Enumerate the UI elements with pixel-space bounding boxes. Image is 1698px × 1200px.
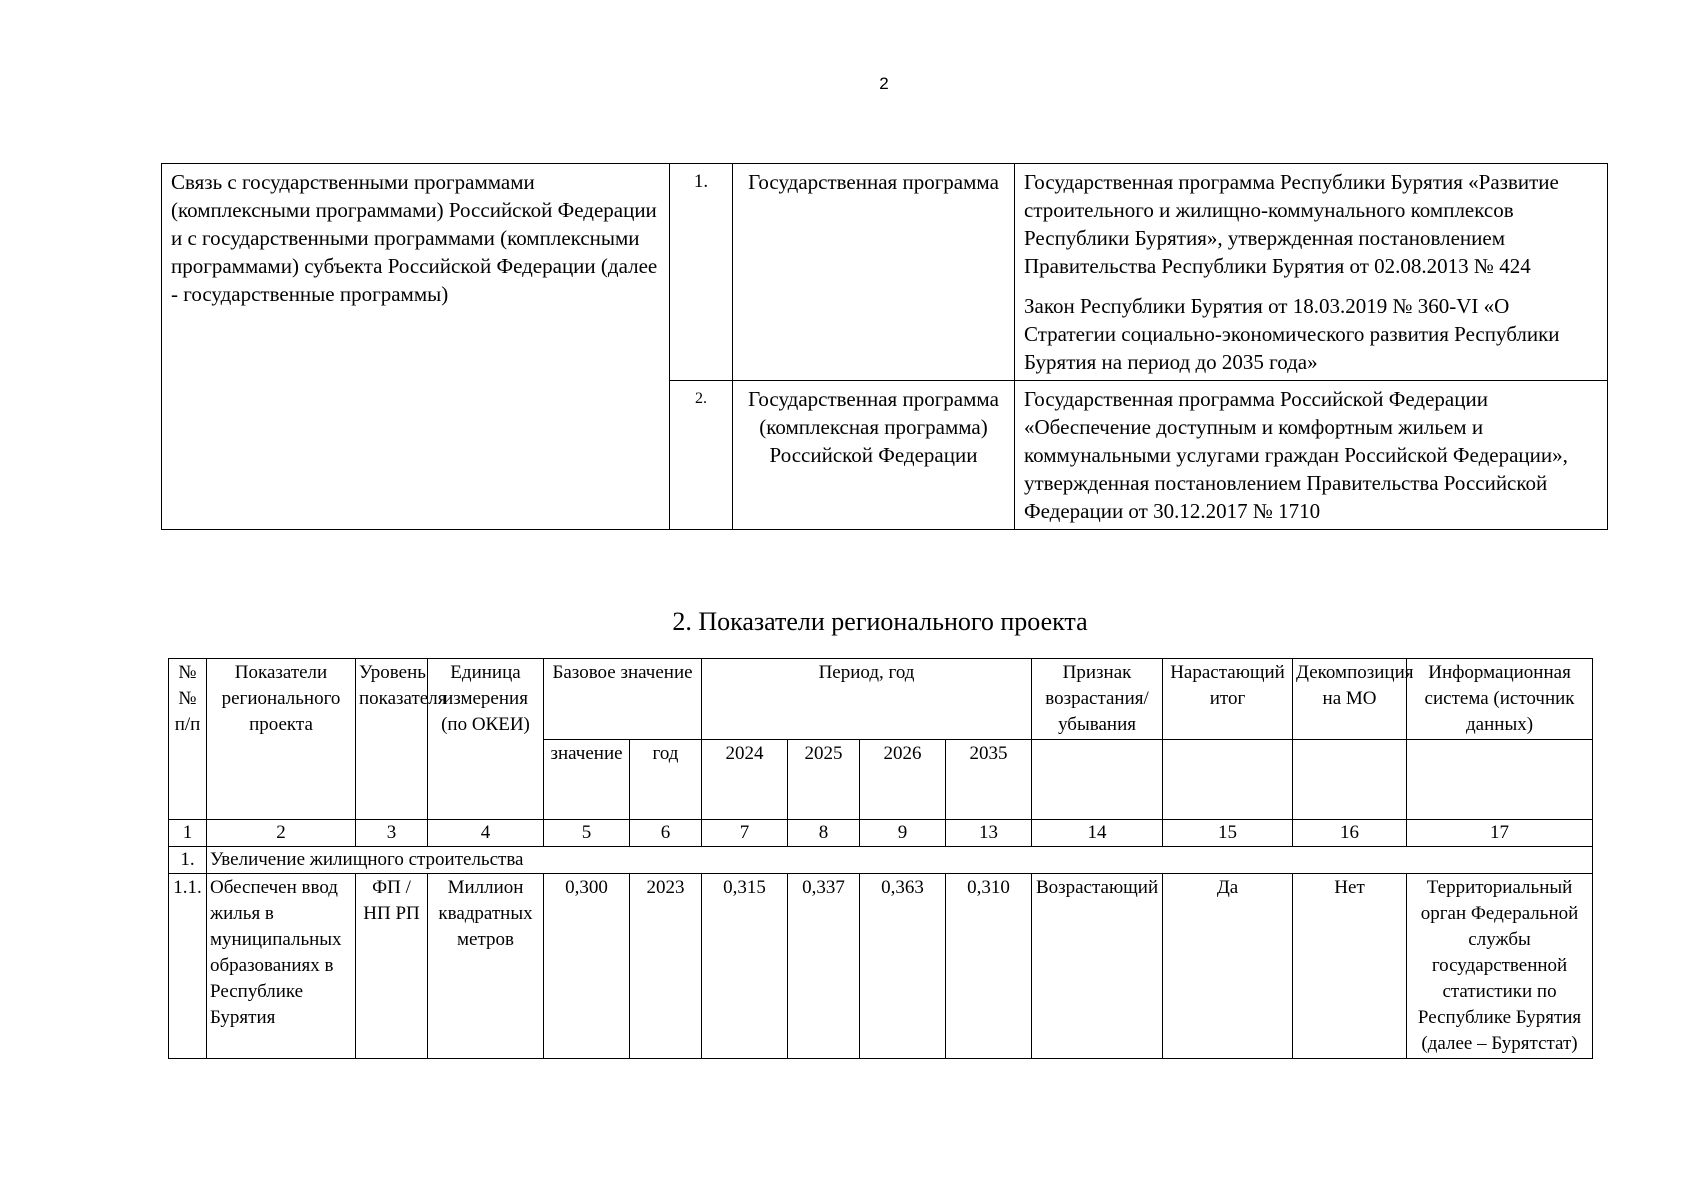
- state-program-paragraph: Государственная программа Российской Федерации «Обеспечение доступным и комфортным жильем и коммунальными услугами граждан Российской Федерации», утвержденная постановлением Правительства Российской Федерации от 30.12.2017 № 1710: [1024, 387, 1568, 523]
- column-number: 5: [544, 820, 630, 847]
- column-number: 3: [356, 820, 428, 847]
- header-indicator: Показатели регионального проекта: [207, 659, 356, 820]
- header-cumulative: Нарастающий итог: [1163, 659, 1293, 740]
- column-number: 1: [169, 820, 207, 847]
- column-number: 8: [788, 820, 860, 847]
- header-level: Уровень показателя: [356, 659, 428, 820]
- state-program-type: Государственная программа: [733, 164, 1015, 381]
- state-program-number: 1.: [670, 164, 733, 381]
- indicator-unit: Миллион квадратных метров: [428, 874, 544, 1059]
- header-decomposition: Декомпозиция на МО: [1293, 659, 1407, 740]
- header-base: Базовое значение: [544, 659, 702, 740]
- state-program-description: [1015, 164, 1608, 381]
- state-program-paragraph: Закон Республики Бурятия от 18.03.2019 № 360-VI «О Стратегии социально-экономического развития Республики Бурятия на период до 2035 года»: [1024, 294, 1560, 374]
- header-info-system: Информационная система (источник данных): [1407, 659, 1593, 740]
- column-number: 17: [1407, 820, 1593, 847]
- header-unit: Единица измерения (по ОКЕИ): [428, 659, 544, 820]
- indicators-table: [168, 658, 1593, 1059]
- indicator-value: 0,363: [860, 874, 946, 1059]
- indicator-base-year: 2023: [630, 874, 702, 1059]
- indicator-info-system: Территориальный орган Федеральной службы государственной статистики по Республике Бурятия (далее – Бурятстат): [1407, 874, 1593, 1059]
- header-num: № № п/п: [169, 659, 207, 820]
- state-programs-table: [161, 163, 1608, 530]
- column-number: 15: [1163, 820, 1293, 847]
- section-title: 2. Показатели регионального проекта: [672, 607, 1088, 636]
- indicator-decomposition: Нет: [1293, 874, 1407, 1059]
- column-number: 6: [630, 820, 702, 847]
- column-number: 7: [702, 820, 788, 847]
- column-numbers-row: [169, 820, 1593, 847]
- header-year: 2026: [860, 740, 946, 820]
- indicator-value: 0,310: [946, 874, 1032, 1059]
- column-number: 4: [428, 820, 544, 847]
- indicator-trend: Возрастающий: [1032, 874, 1163, 1059]
- indicator-value: 0,337: [788, 874, 860, 1059]
- column-number: 13: [946, 820, 1032, 847]
- column-number: 9: [860, 820, 946, 847]
- column-number: 16: [1293, 820, 1407, 847]
- indicator-level: ФП / НП РП: [356, 874, 428, 1059]
- state-program-description: [1015, 381, 1608, 530]
- state-programs-label: Связь с государственными программами (комплексными программами) Российской Федерации и с государственными программами (комплексными программами) субъекта Российской Федерации (далее - государственные программы): [162, 164, 670, 530]
- header-period: Период, год: [702, 659, 1032, 740]
- indicator-number: 1.1.: [169, 874, 207, 1059]
- indicator-row: [169, 874, 1593, 1059]
- state-program-number: 2.: [670, 381, 733, 530]
- indicator-value: 0,315: [702, 874, 788, 1059]
- header-base-year: год: [630, 740, 702, 820]
- column-number: 2: [207, 820, 356, 847]
- group-title: Увеличение жилищного строительства: [207, 847, 1593, 874]
- group-row: [169, 847, 1593, 874]
- indicator-base-value: 0,300: [544, 874, 630, 1059]
- header-year: 2025: [788, 740, 860, 820]
- state-program-type: Государственная программа (комплексная программа) Российской Федерации: [733, 381, 1015, 530]
- header-empty-cell: [1407, 740, 1593, 820]
- header-empty-cell: [1032, 740, 1163, 820]
- header-empty-cell: [1293, 740, 1407, 820]
- state-program-row: [162, 164, 1608, 381]
- state-program-paragraph: Государственная программа Республики Бурятия «Развитие строительного и жилищно-коммунального комплексов Республики Бурятия», утвержденная постановлением Правительства Республики Бурятия от 02.08.2013 № 424: [1024, 170, 1559, 278]
- indicator-name: Обеспечен ввод жилья в муниципальных образованиях в Республике Бурятия: [207, 874, 356, 1059]
- page-number: 2: [879, 74, 889, 93]
- group-number: 1.: [169, 847, 207, 874]
- header-empty-cell: [1163, 740, 1293, 820]
- header-year: 2024: [702, 740, 788, 820]
- indicator-cumulative: Да: [1163, 874, 1293, 1059]
- header-base-value: значение: [544, 740, 630, 820]
- header-row: [169, 659, 1593, 740]
- header-trend: Признак возрастания/ убывания: [1032, 659, 1163, 740]
- header-year: 2035: [946, 740, 1032, 820]
- column-number: 14: [1032, 820, 1163, 847]
